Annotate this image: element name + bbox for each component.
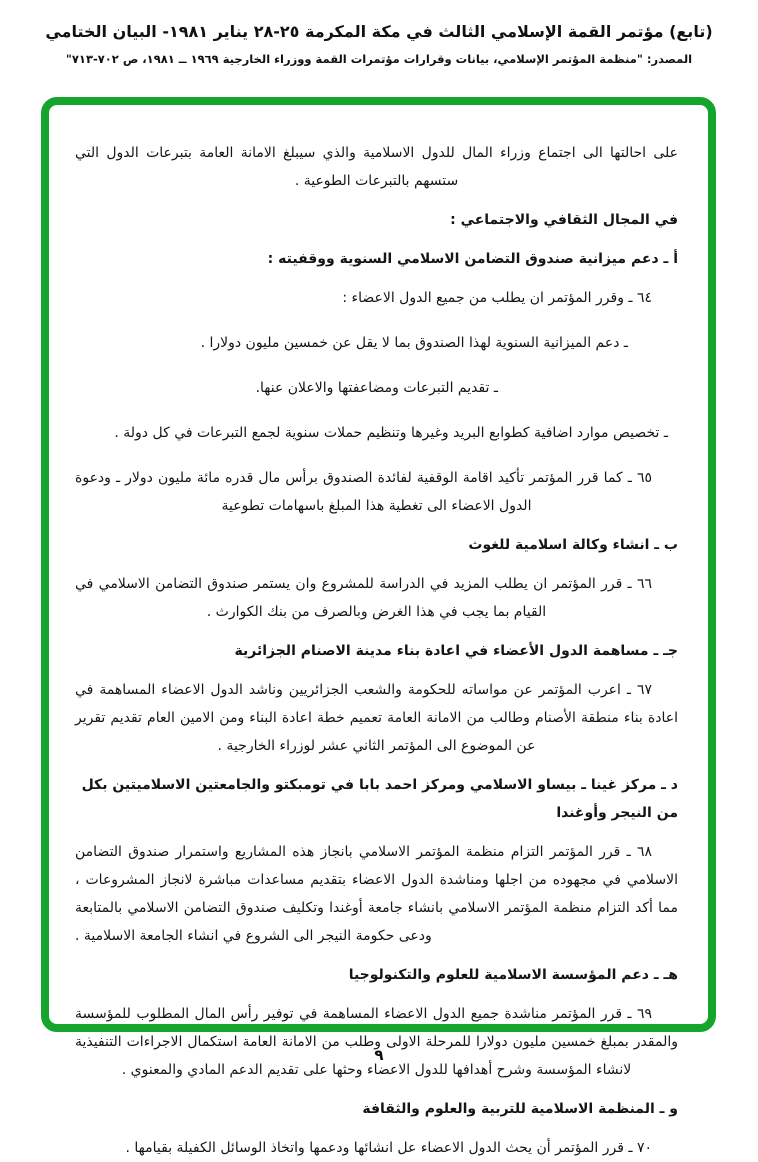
- section-heading-cultural-social: في المجال الثقافي والاجتماعي :: [450, 212, 678, 228]
- item-e-heading-science-technology: هـ ـ دعم المؤسسة الاسلامية للعلوم والتكنولوجيا: [348, 967, 678, 983]
- resolution-64-dash-item-budget: ـ دعم الميزانية السنوية لهذا الصندوق بما لا يقل عن خمسين مليون دولارا .: [200, 335, 628, 351]
- resolution-65: ٦٥ ـ كما قرر المؤتمر تأكيد اقامة الوقفية لفائدة الصندوق برأس مال قدره مائة مليون دولار ـ ودعوة الدول الاعضاء الى تغطية هذا المبلغ باسهامات تطوعية: [75, 470, 652, 514]
- document-source-line: المصدر: "منظمة المؤتمر الإسلامي، بيانات وقرارات مؤتمرات القمة ووزراء الخارجية ١٩٦٩ ــ ١٩٨١، ص ٧٠٢-٧١٣": [65, 52, 693, 66]
- green-border-frame: [41, 97, 716, 1156]
- intro-paragraph: على احالتها الى اجتماع وزراء المال للدول الاسلامية والذي سيبلغ الامانة العامة بتبرعات الدول التي ستسهم بالتبرعات الطوعية .: [75, 145, 678, 189]
- item-c-heading-el-asnam: جـ ـ مساهمة الدول الأعضاء في اعادة بناء مدينة الاصنام الجزائرية: [234, 643, 678, 659]
- item-f-heading-isesco: و ـ المنظمة الاسلامية للتربية والعلوم والثقافة: [362, 1101, 678, 1117]
- document-title: (تابع) مؤتمر القمة الإسلامي الثالث في مكة المكرمة ٢٥-٢٨ يناير ١٩٨١- البيان الختامي: [45, 22, 713, 41]
- resolution-68: ٦٨ ـ قرر المؤتمر التزام منظمة المؤتمر الاسلامي بانجاز هذه المشاريع واستمرار صندوق التضامن الاسلامي في مجهوده من اجلها ومناشدة الدول الاعضاء بتقديم مساعدات مباشرة لانجاز المشروعات ، مما أكد التزام منظمة المؤتمر الاسلامي بانشاء جامعة أوغندا وتكليف صندوق التضامن الاسلامي بالمتابعة ودعى حكومة النيجر الى الشروع في انشاء الجامعة الاسلامية .: [75, 844, 678, 944]
- resolution-64-dash-item-donations: ـ تقديم التبرعات ومضاعفتها والاعلان عنها.: [255, 380, 498, 396]
- item-d-heading-islamic-centers: د ـ مركز غينا ـ بيساو الاسلامي ومركز احمد بابا في تومبكتو والجامعتين الاسلاميتين بكل من النيجر وأوغندا: [81, 777, 678, 821]
- item-b-heading-relief-agency: ب ـ انشاء وكالة اسلامية للغوث: [468, 537, 678, 553]
- page-header: [0, 22, 758, 66]
- resolution-64: ٦٤ ـ وقرر المؤتمر ان يطلب من جميع الدول الاعضاء :: [342, 290, 652, 306]
- resolution-69: ٦٩ ـ قرر المؤتمر مناشدة جميع الدول الاعضاء المساهمة في توفير رأس المال المطلوب للمؤسسة والمقدر بمبلغ خمسين مليون دولارا للمرحلة الاولى وطلب من الامانة العامة استكمال الاجراءات التنفيذية لانشاء المؤسسة وشرح أهدافها للدول الاعضاء وحثها على تقديم الدعم المادي والمعنوي .: [75, 1006, 678, 1078]
- document-body: [75, 139, 678, 1162]
- item-a-heading-solidarity-fund: أ ـ دعم ميزانية صندوق التضامن الاسلامي السنوية ووقفيته :: [267, 251, 678, 267]
- resolution-67: ٦٧ ـ اعرب المؤتمر عن مواساته للحكومة والشعب الجزائريين وناشد الدول الاعضاء المساهمة في اعادة بناء منطقة الأصنام وطالب من الامانة العامة تعميم خطة اعادة البناء ومن الامين العام تقديم تقرير عن الموضوع الى المؤتمر الثاني عشر لوزراء الخارجية .: [75, 682, 678, 754]
- resolution-70: ٧٠ ـ قرر المؤتمر أن يحث الدول الاعضاء عل انشائها ودعمها واتخاذ الوسائل الكفيلة بقيامها .: [125, 1140, 652, 1156]
- resolution-64-dash-item-resources: ـ تخصيص موارد اضافية كطوابع البريد وغيرها وتنظيم حملات سنوية لجمع التبرعات في كل دولة .: [114, 425, 668, 441]
- page-number: ٩: [374, 1046, 384, 1064]
- resolution-66: ٦٦ ـ قرر المؤتمر ان يطلب المزيد في الدراسة للمشروع وان يستمر صندوق التضامن الاسلامي في القيام بما يجب في هذا الغرض وبالصرف من بنك الكوارث .: [75, 576, 652, 620]
